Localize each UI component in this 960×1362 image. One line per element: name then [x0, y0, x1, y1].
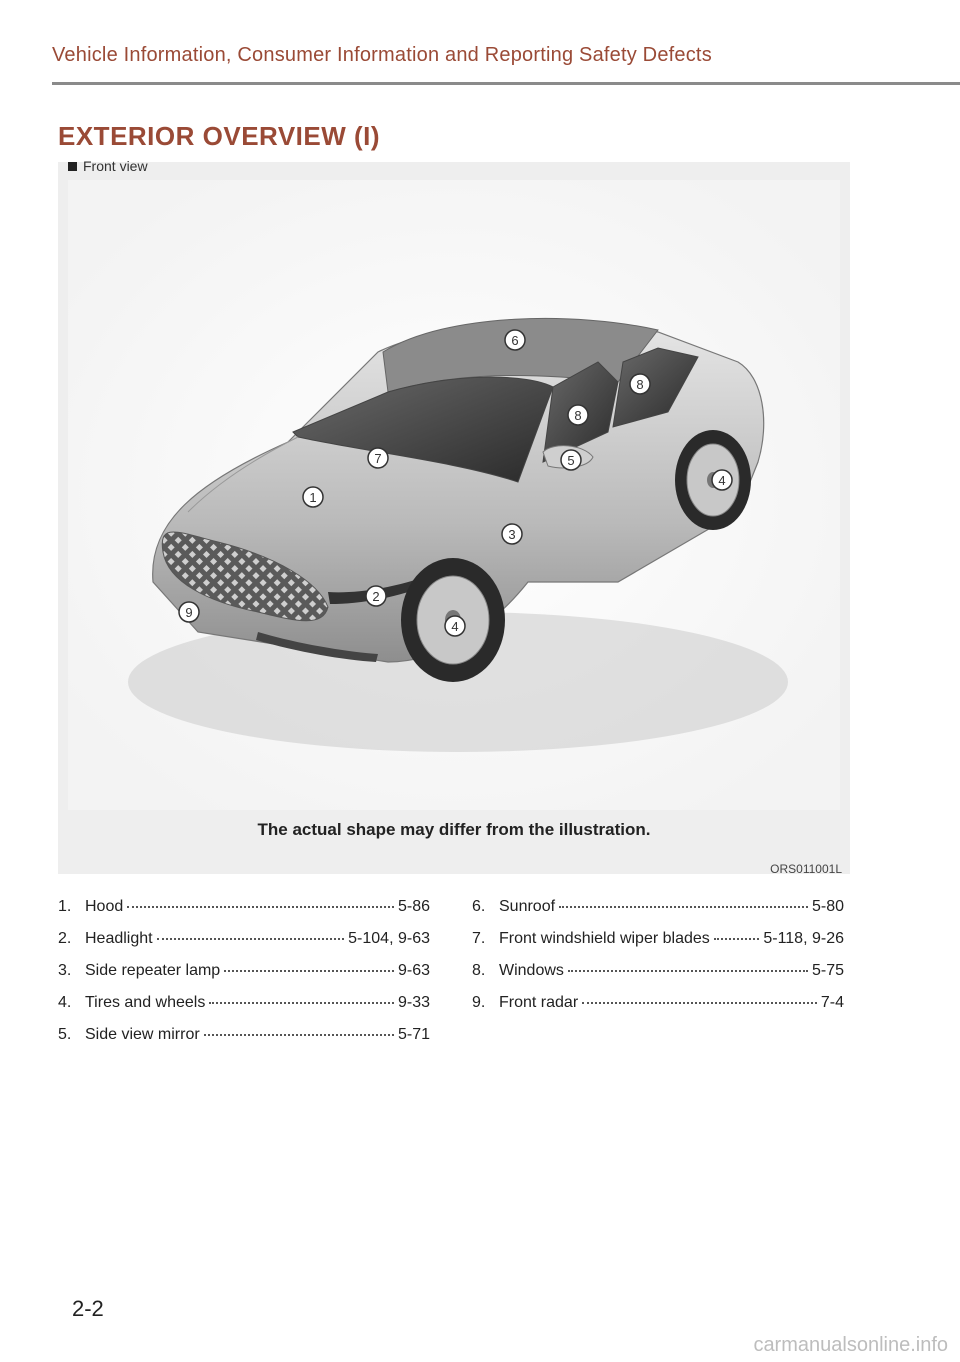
callout-4-rear: [712, 470, 732, 490]
page-reference[interactable]: 5-71: [397, 1026, 430, 1043]
parts-list-right: [472, 898, 844, 1026]
callout-8-front: [568, 405, 588, 425]
svg-text:9: 9: [185, 605, 193, 620]
callout-3: [502, 524, 522, 544]
svg-text:8: 8: [574, 408, 582, 423]
view-label-text: Front view: [83, 158, 148, 174]
callout-7: [368, 448, 388, 468]
callout-5: [561, 450, 581, 470]
page-reference[interactable]: 9-33: [397, 994, 430, 1011]
list-item: 2. Headlight 5-104, 9-63: [58, 930, 430, 947]
list-item: 9. Front radar 7-4: [472, 994, 844, 1011]
header-divider: [52, 82, 960, 85]
callout-1: [303, 487, 323, 507]
svg-text:2: 2: [372, 589, 380, 604]
page-reference[interactable]: 5-86: [397, 898, 430, 915]
parts-list-left: [58, 898, 430, 1058]
svg-text:7: 7: [374, 451, 382, 466]
page-reference[interactable]: 5-80: [811, 898, 844, 915]
svg-text:8: 8: [636, 377, 644, 392]
svg-text:3: 3: [508, 527, 516, 542]
view-label: [68, 158, 148, 174]
page-reference[interactable]: 5-104, 9-63: [348, 930, 430, 947]
list-item: 3. Side repeater lamp 9-63: [58, 962, 430, 979]
callout-9: [179, 602, 199, 622]
callout-2: [366, 586, 386, 606]
svg-text:6: 6: [511, 333, 519, 348]
watermark: carmanualsonline.info: [753, 1334, 948, 1356]
list-item: 8. Windows 5-75: [472, 962, 844, 979]
page-reference[interactable]: 5-118, 9-26: [763, 930, 844, 947]
callout-6: [505, 330, 525, 350]
svg-text:5: 5: [567, 453, 575, 468]
page-reference[interactable]: 7-4: [820, 994, 844, 1011]
svg-text:4: 4: [451, 619, 459, 634]
callout-4-front: [445, 616, 465, 636]
car-illustration: [58, 162, 850, 874]
svg-text:4: 4: [718, 473, 726, 488]
square-bullet-icon: [68, 162, 77, 171]
list-item: 7. Front windshield wiper blades 5-118, 9-26: [472, 930, 844, 947]
figure-caption: The actual shape may differ from the illustration.: [257, 820, 651, 839]
running-header: Vehicle Information, Consumer Information and Reporting Safety Defects: [52, 44, 712, 66]
page-reference[interactable]: 5-75: [811, 962, 844, 979]
page-reference[interactable]: 9-63: [397, 962, 430, 979]
car-illustration-figure: [58, 162, 850, 874]
section-title: EXTERIOR OVERVIEW (I): [58, 121, 381, 151]
list-item: 4. Tires and wheels 9-33: [58, 994, 430, 1011]
callout-8-rear: [630, 374, 650, 394]
list-item: 1. Hood 5-86: [58, 898, 430, 915]
figure-code: ORS011001L: [770, 862, 842, 874]
page-number: 2-2: [72, 1296, 104, 1321]
list-item: 6. Sunroof 5-80: [472, 898, 844, 915]
svg-text:1: 1: [309, 490, 317, 505]
list-item: 5. Side view mirror 5-71: [58, 1026, 430, 1043]
